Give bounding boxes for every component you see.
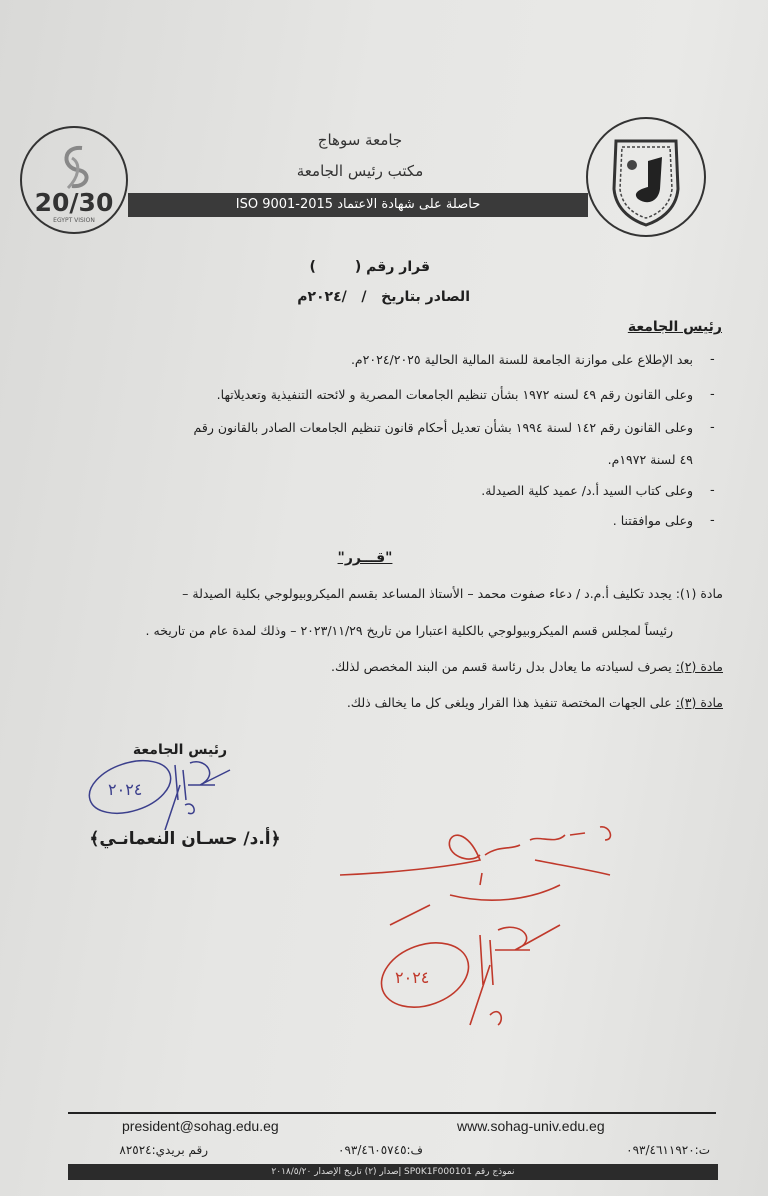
article-label: مادة (١): — [675, 586, 723, 601]
footer-website[interactable]: www.sohag-univ.edu.eg — [457, 1118, 605, 1134]
bullet-dash: - — [710, 513, 715, 528]
form-info-bar: نموذج رقم SP0K1F000101 إصدار (٢) تاريخ الإصدار ٢٠١٨/٥/٢٠ — [68, 1164, 718, 1180]
president-signature-icon — [80, 755, 260, 835]
footer-postal-code: رقم بريدي:٨٢٥٢٤ — [119, 1143, 208, 1157]
egypt-vision-2030-logo — [20, 126, 128, 234]
preamble-item: وعلى كتاب السيد أ.د/ عميد كلية الصيدلة. — [481, 483, 693, 498]
footer-email[interactable]: president@sohag.edu.eg — [122, 1118, 279, 1134]
president-name: ﴿أ.د/ حسـان النعمانـي﴾ — [89, 829, 281, 849]
vision-logo-caption: EGYPT VISION — [53, 217, 95, 224]
issuer-heading: رئيس الجامعة — [627, 319, 722, 335]
accreditation-banner: حاصلة على شهادة الاعتماد ISO 9001-2015 — [128, 193, 588, 217]
preamble-item: بعد الإطلاع على موازنة الجامعة للسنة المالية الحالية ٢٠٢٤/٢٠٢٥م. — [350, 352, 693, 367]
svg-text:٢٠٢٤: ٢٠٢٤ — [108, 780, 143, 799]
article-1 — [182, 586, 723, 601]
vision-logo-number: 20/30 — [34, 188, 114, 217]
bullet-dash: - — [710, 352, 715, 367]
footer-fax: ف:٠٩٣/٤٦٠٥٧٤٥ — [338, 1143, 423, 1157]
signature-title: رئيس الجامعة — [132, 742, 228, 758]
bullet-dash: - — [710, 483, 715, 498]
article-3 — [347, 695, 723, 710]
article-text: يصرف لسيادته ما يعادل بدل رئاسة قسم من البند المخصص لذلك. — [330, 659, 672, 674]
article-text: على الجهات المختصة تنفيذ هذا القرار ويلغى كل ما يخالف ذلك. — [346, 695, 672, 710]
resolved-heading: "قـــرر" — [337, 550, 393, 566]
preamble-item: وعلى موافقتنا . — [612, 513, 693, 528]
article-text: يجدد تكليف أ.م.د / دعاء صفوت محمد – الأستاذ المساعد بقسم الميكروبيولوجي بكلية الصيدلة – — [182, 586, 672, 601]
university-name: جامعة سوهاج — [317, 131, 403, 149]
preamble-item: وعلى القانون رقم ٤٩ لسنه ١٩٧٢ بشأن تنظيم الجامعات المصرية و لائحته التنفيذية وتعديلاتها. — [216, 387, 693, 402]
article-label: مادة (٢): — [675, 659, 723, 674]
preamble-item-continued: ٤٩ لسنة ١٩٧٢م. — [607, 452, 693, 467]
footer-divider — [68, 1112, 716, 1114]
university-emblem-icon — [588, 119, 704, 235]
bullet-dash: - — [710, 420, 715, 435]
article-2 — [331, 659, 723, 674]
footer-phone: ت:٠٩٣/٤٦١١٩٢٠ — [626, 1143, 710, 1157]
decision-number: قرار رقم ( ) — [309, 259, 430, 275]
office-name: مكتب رئيس الجامعة — [296, 162, 424, 180]
bullet-dash: - — [710, 387, 715, 402]
decision-date: الصادر بتاريخ / /٢٠٢٤م — [297, 289, 470, 305]
article-1-continued: رئيساً لمجلس قسم الميكروبيولوجي بالكلية اعتبارا من تاريخ ٢٠٢٣/١١/٢٩ – وذلك لمدة عام من تاريخه . — [145, 623, 673, 638]
preamble-item: وعلى القانون رقم ١٤٢ لسنة ١٩٩٤ بشأن تعديل أحكام قانون تنظيم الجامعات الصادر بالقانون رقم — [193, 420, 693, 435]
svg-text:٢٠٢٤: ٢٠٢٤ — [395, 968, 430, 987]
sohag-university-seal — [586, 117, 706, 237]
handwritten-annotation-icon — [330, 815, 630, 1055]
article-label: مادة (٣): — [675, 695, 723, 710]
